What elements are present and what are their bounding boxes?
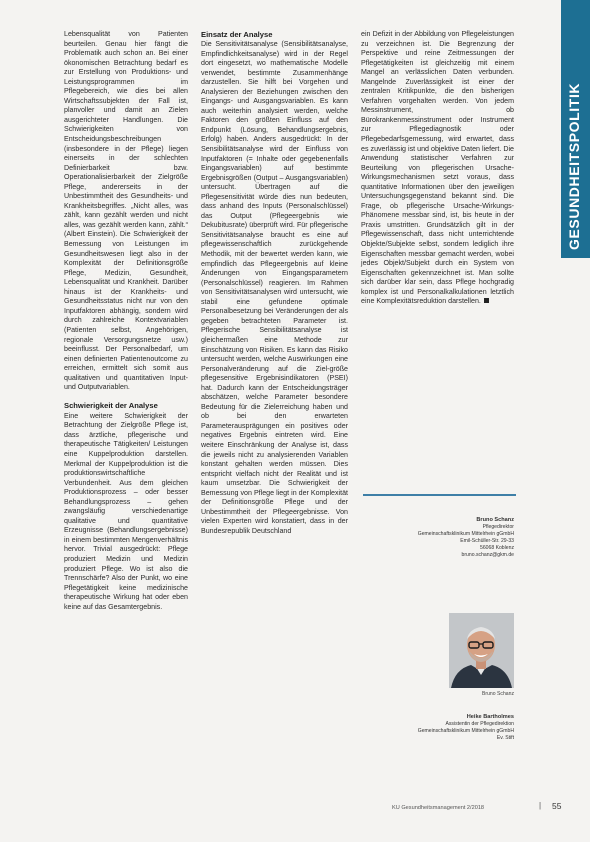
author-divider <box>363 494 516 496</box>
column3-paragraph-1 <box>361 30 514 307</box>
author-role: Pflegedirektor <box>482 523 514 530</box>
article-column-1 <box>64 30 188 612</box>
column2-paragraph-1: Die Sensitivitätsanalyse (Sensibilitätsanalyse, Empfindlichkeitsanalyse) wird in der Regel dort eingesetzt, wo mathematische Modelle verwendet, bestimmte Zusammenhänge darzustellen. Sie hilft bei Vorgehen und Analysieren der Beziehungen zwischen den Eingangs- und Ausgangsvariablen. Es kann auch weiterhin analysiert werden, welche Faktoren den größten Einfluss auf den Endpunkt (Lösung, Behandlungsergebnis, Erfolg) haben. Anders ausgedrückt: In der Sensibilitätsanalyse wird der Einfluss von Inputfaktoren (= Inhalte oder gegebenenfalls Eingangsvariablen) auf bestimmte Ergebnisgrößen (Output – Ausgangsvariablen) untersucht. Übertragen auf die Pflegesensitivität würde dies nun bedeuten, dass anhand des Inputs (Personalschlüssel) das Output (Pflegeergebnis wie Dekubitusrate) überprüft wird. Für pflegerische Sensitivitätsanalyse braucht es eine auf pflegewissenschaftlich zurückgehende Methodik, mit der bewertet werden kann, wie empfindlich das Pflegeergebnis auf kleine Änderungen von Eingangsparametern (Personalschlüssel) reagieren. Im Rahmen von Sensitivitätsanalysen wird untersucht, wie stabil eine gefundene optimale Personalbesetzung bei Veränderungen der als gegeben betrachteten Parameter ist. Pflegerische Sensibilitätsanalyse ist gleichermaßen eine Methode zur Einschätzung von Risiken. Es kann das Risiko untersucht werden, welche Auswirkungen eine Personalveränderung auf die Ziel-größe pflegesensitive Ergebnisindikatoren (PSEI) hat. Dadurch kann der Entscheidungsträger abschätzen, welche Parameter besondere Bedeutung für die Zielerreichung haben und ob bei den erwarteten Parameterausprägungen ein positives oder negatives Ergebnis eintreten wird. Eine weitere Einschränkung der Analyse ist, dass die jeweils nicht zu analysierenden Variablen konstant gehalten werden müssen. Dies entspricht vielfach nicht der Realität und ist kaum umsetzbar. Die Schwierigkeit der Bemessung von Pflege liegt in der Komplexität der Definitionsgröße Pflege und der Unbestimmtheit der Pflegeergebnisse. Von vielen Experten wird konstatiert, dass in der Bundesrepublik Deutschland <box>201 40 348 535</box>
author-street: Emil-Schüller-Str. 29-33 <box>460 537 514 544</box>
end-of-article-mark <box>484 298 489 303</box>
footer-publication: KU Gesundheitsmanagement 2/2018 <box>392 805 485 811</box>
portrait-illustration <box>449 613 514 688</box>
author-city: 56068 Koblenz <box>480 544 514 551</box>
author-department: Ev. Stift <box>496 734 514 741</box>
author-organization: Gemeinschaftsklinikum Mittelrhein gGmbH <box>417 530 514 537</box>
author-email: bruno.schanz@gkm.de <box>461 551 514 558</box>
article-column-2 <box>201 30 348 536</box>
author-name: Heike Bartholmes <box>466 714 514 720</box>
photo-caption: Bruno Schanz <box>482 691 514 697</box>
article-column-3 <box>361 30 514 307</box>
section-label: GESUNDHEITSPOLITIK <box>566 82 582 250</box>
subheading-einsatz: Einsatz der Analyse <box>201 30 273 39</box>
column1-paragraph-2: Eine weitere Schwierigkeit der Betrachtung der Zielgröße Pflege ist, dass ärztliche, pflegerische und therapeutische Tätigkeiten/ Leistungen eine Kuppelproduktion darstellen. Merkmal der Kuppelproduktion ist die produktionswirtschaftliche Verbundenheit. Aus dem gleichen Produktionsprozess – oder besser Behandlungsprozess – gehen zwangsläufig verschiedenartige qualitative und quantitative Erzeugnisse (Behandlungsergebnisse) in einem bestimmten Mengenverhältnis hervor. Trivial ausgedrückt: Pflege produziert Medizin und Medizin produziert Pflege. Wo ist also die Trennschärfe? Also der Punkt, wo eine Pflegetätigkeit keine medizinische therapeutische Wirkung hat oder eben keine auf das Gesamtergebnis. <box>64 411 188 611</box>
author-organization: Gemeinschaftsklinikum Mittelrhein gGmbH <box>417 727 514 734</box>
author-portrait-photo <box>449 613 514 688</box>
author-block-bartholmes <box>363 714 514 742</box>
author-role: Assistentin der Pflegedirektion <box>445 720 514 727</box>
column1-paragraph-1: Lebensqualität von Patienten beurteilen. Genau hier fängt die Problematik auch schon an. Bei einer ökonomischen Betrachtung bedarf es zur Erstellung von Produktions- und Leistungsprogrammen im Pflegebereich, wie dies bei allen Wirtschaftssubjekten der Fall ist, planvoller und damit an Zielen ausgerichteter Handlungen. Die Schwierigkeiten von Entscheidungsbeschreibungen (insbesondere in der Pflege) liegen einerseits in der schlechten Definierbarkeit bzw. Operationalisierbarkeit der Zielgröße Pflege, andererseits in der Unbestimmtheit des Gesundheits- und Krankheitsbegriffes. „Nicht alles, was zählt, kann gezählt werden und nicht alles, was gezählt werden kann, zählt.“ (Albert Einstein). Die Schwierigkeit der Bemessung von Leistungen im Gesundheitswesen liegt also in der Komplexität der Definitionsgröße Pflege, Medizin, Gesundheit, Lebensqualität und Krankheit. Darüber hinaus ist der Krankheits- und Gesundheitsstatus nicht nur von den Inputfaktoren abhängig, sondern wird durch zahlreiche Kontextvariablen (Patienten selbst, Angehörigen, regionale Versorgungsnetze usw.) beeinflusst. Der Personalbedarf, um einen definierten Patientenoutcome zu erreichen, ermittelt sich somit aus qualitativen und quantitativen Input- und Outputvariablen. <box>64 30 188 392</box>
column3-text: ein Defizit in der Abbildung von Pflegeleistungen zu verzeichnen ist. Die Begrenzung der Perspektive und reine Zeitmessungen der Pflegetätigkeiten ist gleichzeitig mit einem Mangel an verlässlichen Daten verbunden. Mangelnde Zuverlässigkeit ist einer der zentralen Kritikpunkte, die den bisherigen Verfahren vorgehalten werden. Von jedem Messinstrument, ob Bürokrankenmessinstrument oder Instrument zur Pflegediagnostik oder Pflegebedarfsgemessung, wird erwartet, dass es zuverlässig ist und objektive Daten liefert. Die Anwendung statistischer Verfahren zur Beurteilung von pflegerischen Ursache-Wirkungsmechanismen setzt voraus, dass quantitative Informationen über den jeweiligen Untersuchungsgegenstand bekannt sind. Die Frage, ob pflegerische Ursache-Wirkungs-Phänomene messbar sind, ist, bis heute in der Praxis umstritten. Grundsätzlich gilt in der Pflegewissenschaft, dass nicht unterrichtende Objekte/Subjekte selbst, sondern lediglich ihre Eigenschaften messbar gemacht werden, wobei jedes Objekt/Subjekt durch ein System von Eigenschaften gekennzeichnet ist. Man sollte sich darüber klar sein, dass Pflege hochgradig komplex ist und Personalkalkulationen letztlich eine Komplexitätsreduktion darstellen. <box>361 30 514 306</box>
footer-separator: | <box>539 801 542 810</box>
author-name: Bruno Schanz <box>476 517 514 523</box>
author-block-schanz <box>363 517 514 558</box>
page-number: 55 <box>552 801 562 811</box>
subheading-schwierigkeit: Schwierigkeit der Analyse <box>64 400 158 410</box>
